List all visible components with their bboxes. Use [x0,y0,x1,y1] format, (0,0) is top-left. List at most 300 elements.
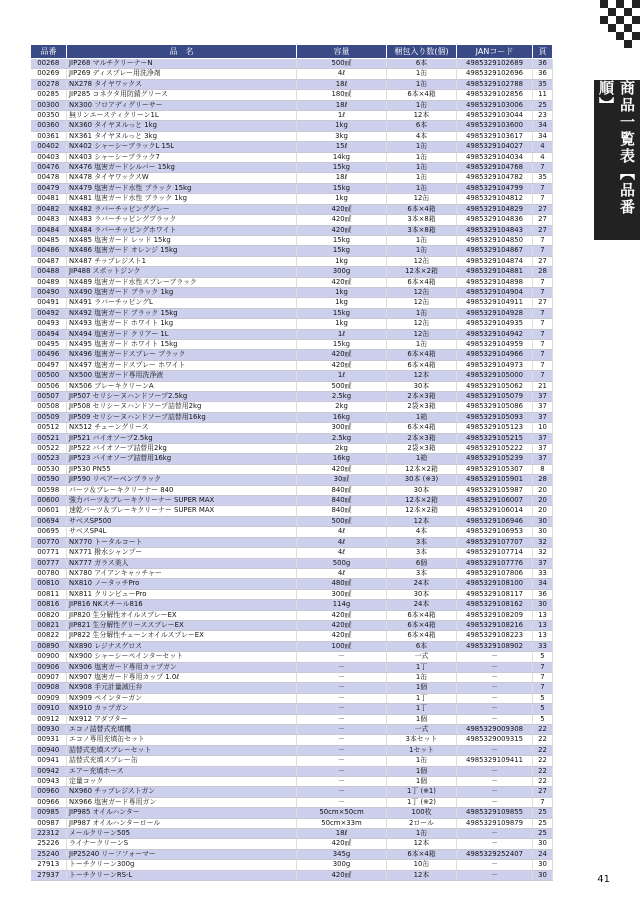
cell-name: NX403 シャーシーブラック7 [67,152,297,162]
cell-jan: － [457,714,533,724]
cell-jan: － [457,662,533,672]
cell-jan: － [457,777,533,787]
cell-name: NX486 塩害ガード オレンジ 15kg [67,246,297,256]
cell-name: 強力パーツ＆ブレーキクリーナー SUPER MAX [67,496,297,506]
cell-capacity: － [297,714,387,724]
cell-capacity: － [297,662,387,672]
cell-page: 7 [533,287,553,297]
cell-jan: 4985329009308 [457,725,533,735]
cell-name: NX495 塩害ガード ホワイト 15kg [67,339,297,349]
cell-jan: 4985329103600 [457,121,533,131]
cell-code: 00285 [31,90,67,100]
cell-capacity: － [297,797,387,807]
cell-page: 34 [533,579,553,589]
cell-jan: － [457,787,533,797]
side-title: 商品一覧表【品番順】 [597,80,636,216]
cell-jan: 4985329104898 [457,277,533,287]
cell-capacity: 50cm×50cm [297,808,387,818]
cell-capacity: 420㎖ [297,610,387,620]
cell-packing: 3本×8箱 [387,215,457,225]
table-header-row [31,45,553,59]
cell-capacity: 500㎖ [297,59,387,69]
cell-name: 定量コック [67,777,297,787]
cell-code: 00777 [31,558,67,568]
cell-capacity: 15kg [297,183,387,193]
cell-page: 7 [533,235,553,245]
cell-name: NX497 塩害ガードスプレー ホワイト [67,360,297,370]
cell-code: 00771 [31,548,67,558]
cell-code: 00943 [31,777,67,787]
cell-capacity: 18ℓ [297,173,387,183]
cell-capacity: 500㎖ [297,381,387,391]
cell-page: 4 [533,152,553,162]
cell-capacity: 1kg [297,256,387,266]
table-row [31,319,553,329]
cell-page: 33 [533,641,553,651]
cell-packing: 30本 (※3) [387,475,457,485]
cell-packing: 1箱 [387,454,457,464]
cell-code: 00500 [31,371,67,381]
cell-name: NX771 撥水シャンプー [67,548,297,558]
cell-packing: 3本セット [387,735,457,745]
cell-code: 00506 [31,381,67,391]
table-row [31,444,553,454]
cell-name: JIP521 バイオソープ2.5kg [67,433,297,443]
cell-jan: 4985329105000 [457,371,533,381]
cell-capacity: 15kg [297,308,387,318]
cell-code: 25226 [31,839,67,849]
cell-page: 34 [533,131,553,141]
cell-capacity: 4ℓ [297,69,387,79]
cell-page: 7 [533,246,553,256]
cell-capacity: 840㎖ [297,506,387,516]
cell-page: 4 [533,142,553,152]
cell-jan: 4985329104836 [457,215,533,225]
table-row [31,194,553,204]
table-row [31,745,553,755]
cell-jan: 4985329105093 [457,412,533,422]
cell-page: 25 [533,100,553,110]
cell-packing: 6本×4箱 [387,360,457,370]
cell-name: JIP821 生分解性グリーススプレーEX [67,620,297,630]
cell-name: NX489 塩害ガード水性スプレーブラック [67,277,297,287]
table-row [31,100,553,110]
cell-code: 00966 [31,797,67,807]
table-row [31,516,553,526]
cell-page: 7 [533,194,553,204]
cell-capacity: 500g [297,558,387,568]
cell-page: 13 [533,620,553,630]
cell-capacity: － [297,725,387,735]
cell-code: 00822 [31,631,67,641]
cell-packing: 2ロール [387,818,457,828]
side-title-tab [594,80,640,240]
cell-jan: 4985329108209 [457,610,533,620]
table-row [31,506,553,516]
cell-capacity: － [297,787,387,797]
cell-code: 00910 [31,704,67,714]
cell-page: 28 [533,475,553,485]
cell-name: NX960 チップレジストガン [67,787,297,797]
table-row [31,787,553,797]
cell-jan: 4985329105123 [457,423,533,433]
cell-code: 00906 [31,662,67,672]
cell-code: 00590 [31,475,67,485]
cell-capacity: － [297,652,387,662]
cell-code: 00507 [31,392,67,402]
cell-name: JIP530 PN55 [67,464,297,474]
table-row [31,79,553,89]
cell-packing: 3本×8箱 [387,225,457,235]
cell-page: 5 [533,693,553,703]
cell-name: NX909 ペインターガン [67,693,297,703]
cell-capacity: 1ℓ [297,111,387,121]
cell-packing: 1丁 [387,704,457,714]
cell-jan: 4985329103044 [457,111,533,121]
cell-name: NX493 塩害ガード ホワイト 1kg [67,319,297,329]
table-row [31,173,553,183]
cell-name: NX890 レジナスグロス [67,641,297,651]
cell-code: 00985 [31,808,67,818]
cell-capacity: － [297,756,387,766]
page-number: 41 [597,874,610,885]
table-row [31,371,553,381]
cell-packing: 1個 [387,714,457,724]
cell-jan: 4985329108117 [457,589,533,599]
cell-code: 00930 [31,725,67,735]
cell-name: JIP822 生分解性チェーンオイルスプレーEX [67,631,297,641]
cell-capacity: 420㎖ [297,350,387,360]
cell-packing: 12本 [387,111,457,121]
cell-name: NX485 塩害ガード レッド 15kg [67,235,297,245]
cell-code: 00487 [31,256,67,266]
cell-code: 00941 [31,756,67,766]
cell-jan: 4985329107806 [457,568,533,578]
cell-page: 35 [533,79,553,89]
cell-packing: 1缶 [387,173,457,183]
cell-code: 00987 [31,818,67,828]
cell-name: 無リンエースティクリーン1L [67,111,297,121]
cell-packing: 3本 [387,548,457,558]
cell-page: 23 [533,111,553,121]
cell-page: 20 [533,496,553,506]
cell-code: 00960 [31,787,67,797]
cell-jan: 4985329104867 [457,246,533,256]
cell-code: 00496 [31,350,67,360]
cell-capacity: 840㎖ [297,496,387,506]
cell-capacity: 420㎖ [297,464,387,474]
cell-name: JIP590 リペアーベンブラック [67,475,297,485]
cell-code: 00694 [31,516,67,526]
table-row [31,818,553,828]
cell-name: NX492 塩害ガード ブラック 15kg [67,308,297,318]
cell-jan: 4985329252407 [457,849,533,859]
cell-code: 00820 [31,610,67,620]
cell-page: 7 [533,329,553,339]
cell-name: トーチクリーン300g [67,860,297,870]
cell-code: 00907 [31,672,67,682]
header-page: 頁 [533,45,553,59]
cell-packing: 6本×4箱 [387,423,457,433]
cell-capacity: 1ℓ [297,329,387,339]
cell-name: NX770 トータルコート [67,537,297,547]
cell-page: 7 [533,183,553,193]
cell-capacity: 180㎖ [297,90,387,100]
cell-jan: 4985329104799 [457,183,533,193]
cell-jan: 4985329104874 [457,256,533,266]
cell-jan: 4985329103617 [457,131,533,141]
cell-name: NX500 塩害ガード専用洗浄液 [67,371,297,381]
cell-jan: － [457,745,533,755]
cell-name: JIP523 バイオソープ詰替用16kg [67,454,297,464]
cell-jan: － [457,766,533,776]
cell-code: 00492 [31,308,67,318]
cell-packing: 12本×2箱 [387,496,457,506]
cell-name: JIP820 生分解性オイルスプレーEX [67,610,297,620]
cell-capacity: 2kg [297,444,387,454]
cell-packing: 6本×4箱 [387,350,457,360]
cell-capacity: 1kg [297,298,387,308]
cell-packing: 12本 [387,839,457,849]
cell-capacity: 114g [297,600,387,610]
cell-code: 00770 [31,537,67,547]
table-row [31,215,553,225]
table-row [31,90,553,100]
cell-jan: － [457,652,533,662]
cell-page: 10 [533,423,553,433]
cell-code: 25240 [31,849,67,859]
cell-code: 00942 [31,766,67,776]
cell-name: NX908 手元計量減圧弁 [67,683,297,693]
header-capacity: 容量 [297,45,387,59]
cell-capacity: 4ℓ [297,548,387,558]
cell-jan: 4985329104973 [457,360,533,370]
cell-page: 11 [533,90,553,100]
cell-packing: 2袋×3箱 [387,402,457,412]
table-row [31,797,553,807]
cell-page: 35 [533,173,553,183]
cell-packing: 1缶 [387,246,457,256]
table-row [31,777,553,787]
table-row [31,714,553,724]
cell-page: 22 [533,777,553,787]
header-name: 品 名 [67,45,297,59]
cell-page: 5 [533,652,553,662]
cell-jan: 4985329105215 [457,433,533,443]
cell-name: エアー充填ホース [67,766,297,776]
cell-packing: 1缶 [387,163,457,173]
cell-capacity: 300g [297,267,387,277]
table-row [31,204,553,214]
cell-code: 00509 [31,412,67,422]
cell-name: NX496 塩害ガードスプレー ブラック [67,350,297,360]
cell-name: エコノ詰替式充填機 [67,725,297,735]
cell-name: NX777 ガラス美人 [67,558,297,568]
table-row [31,256,553,266]
cell-capacity: 420㎖ [297,215,387,225]
cell-capacity: 30㎖ [297,475,387,485]
cell-capacity: 4ℓ [297,527,387,537]
cell-code: 00931 [31,735,67,745]
cell-packing: 1丁 [387,662,457,672]
header-jan: JANコード [457,45,533,59]
cell-packing: 30本 [387,485,457,495]
cell-name: NX479 塩害ガード水性 ブラック 15kg [67,183,297,193]
cell-page: 32 [533,548,553,558]
cell-page: 7 [533,350,553,360]
cell-code: 00278 [31,79,67,89]
cell-name: JIP816 NKスチール816 [67,600,297,610]
cell-capacity: 2.5kg [297,433,387,443]
cell-page: 7 [533,662,553,672]
cell-jan: 4985329102856 [457,90,533,100]
cell-capacity: 15kg [297,339,387,349]
cell-name: パーツ＆ブレーキクリーナー 840 [67,485,297,495]
cell-packing: 1缶 [387,69,457,79]
cell-capacity: 420㎖ [297,631,387,641]
cell-capacity: 1kg [297,287,387,297]
table-row [31,121,553,131]
cell-code: 00488 [31,267,67,277]
cell-code: 00821 [31,620,67,630]
cell-packing: 6本×4箱 [387,204,457,214]
cell-packing: 6本×4箱 [387,610,457,620]
table-row [31,870,553,880]
table-row [31,860,553,870]
cell-packing: 1丁 (※1) [387,787,457,797]
cell-capacity: 15ℓ [297,142,387,152]
cell-name: NX912 アダプター [67,714,297,724]
cell-code: 00598 [31,485,67,495]
table-row [31,829,553,839]
cell-capacity: 300g [297,860,387,870]
cell-packing: 4本 [387,527,457,537]
cell-jan: 4985329104928 [457,308,533,318]
cell-capacity: 16kg [297,412,387,422]
cell-page: 7 [533,360,553,370]
cell-code: 00900 [31,652,67,662]
cell-name: メールクリーン505 [67,829,297,839]
cell-name: NX910 カップガン [67,704,297,714]
cell-capacity: 1kg [297,319,387,329]
table-row [31,235,553,245]
cell-jan: 4985329107707 [457,537,533,547]
cell-page: 27 [533,215,553,225]
cell-packing: 12本×2箱 [387,464,457,474]
cell-code: 00483 [31,215,67,225]
cell-name: NX907 塩害ガード専用カップ 1.0ℓ [67,672,297,682]
cell-packing: 1缶 [387,142,457,152]
cell-packing: 6本 [387,59,457,69]
cell-name: JIP987 オイルハンターロール [67,818,297,828]
cell-page: 37 [533,444,553,454]
cell-page: 22 [533,725,553,735]
cell-jan: 4985329106007 [457,496,533,506]
cell-page: 7 [533,163,553,173]
cell-packing: 1丁 [387,693,457,703]
cell-jan: 4985329104966 [457,350,533,360]
cell-packing: 12本 [387,371,457,381]
cell-page: 30 [533,516,553,526]
cell-page: 37 [533,392,553,402]
cell-page: 30 [533,860,553,870]
cell-name: NX900 シャーシーペインターセット [67,652,297,662]
cell-name: NX966 塩害ガード専用ガン [67,797,297,807]
cell-name: NX360 タイヤヌルっと 1kg [67,121,297,131]
cell-name: NX906 塩害ガード専用カップガン [67,662,297,672]
table-row [31,568,553,578]
cell-code: 00403 [31,152,67,162]
table-row [31,849,553,859]
cell-packing: 12缶 [387,256,457,266]
cell-capacity: 15kg [297,246,387,256]
table-row [31,350,553,360]
cell-name: NX780 アイアンキャッチャー [67,568,297,578]
table-row [31,496,553,506]
cell-page: 36 [533,589,553,599]
cell-code: 00485 [31,235,67,245]
cell-page: 22 [533,735,553,745]
cell-capacity: － [297,766,387,776]
cell-jan: － [457,704,533,714]
cell-capacity: 18ℓ [297,829,387,839]
cell-packing: 6本×4箱 [387,631,457,641]
cell-code: 00478 [31,173,67,183]
table-row [31,589,553,599]
cell-jan: 4985329109411 [457,756,533,766]
cell-packing: 1個 [387,777,457,787]
cell-jan: 4985329104904 [457,287,533,297]
cell-packing: 4本 [387,131,457,141]
cell-code: 00912 [31,714,67,724]
cell-code: 00497 [31,360,67,370]
cell-packing: 1缶 [387,829,457,839]
cell-packing: 1缶 [387,235,457,245]
cell-code: 00810 [31,579,67,589]
cell-page: 5 [533,714,553,724]
table-row [31,433,553,443]
cell-code: 00484 [31,225,67,235]
cell-jan: 4985329108902 [457,641,533,651]
cell-packing: 6本 [387,121,457,131]
cell-page: 13 [533,631,553,641]
cell-capacity: 1kg [297,194,387,204]
cell-packing: 一式 [387,652,457,662]
cell-page: 7 [533,371,553,381]
cell-page: 36 [533,59,553,69]
cell-page: 7 [533,319,553,329]
cell-jan: 4985329105987 [457,485,533,495]
cell-name: 詰替式充填スプレーセット [67,745,297,755]
table-row [31,298,553,308]
table-row [31,464,553,474]
cell-code: 27913 [31,860,67,870]
cell-page: 21 [533,381,553,391]
cell-jan: 4985329105079 [457,392,533,402]
cell-page: 27 [533,256,553,266]
table-row [31,267,553,277]
cell-name: NX361 タイヤヌルっと 3kg [67,131,297,141]
table-row [31,558,553,568]
cell-page: 25 [533,829,553,839]
cell-code: 00491 [31,298,67,308]
cell-packing: 12本 [387,516,457,526]
cell-name: 詰替式充填スプレー缶 [67,756,297,766]
cell-page: 27 [533,787,553,797]
table-row [31,652,553,662]
table-row [31,766,553,776]
cell-capacity: 16kg [297,454,387,464]
